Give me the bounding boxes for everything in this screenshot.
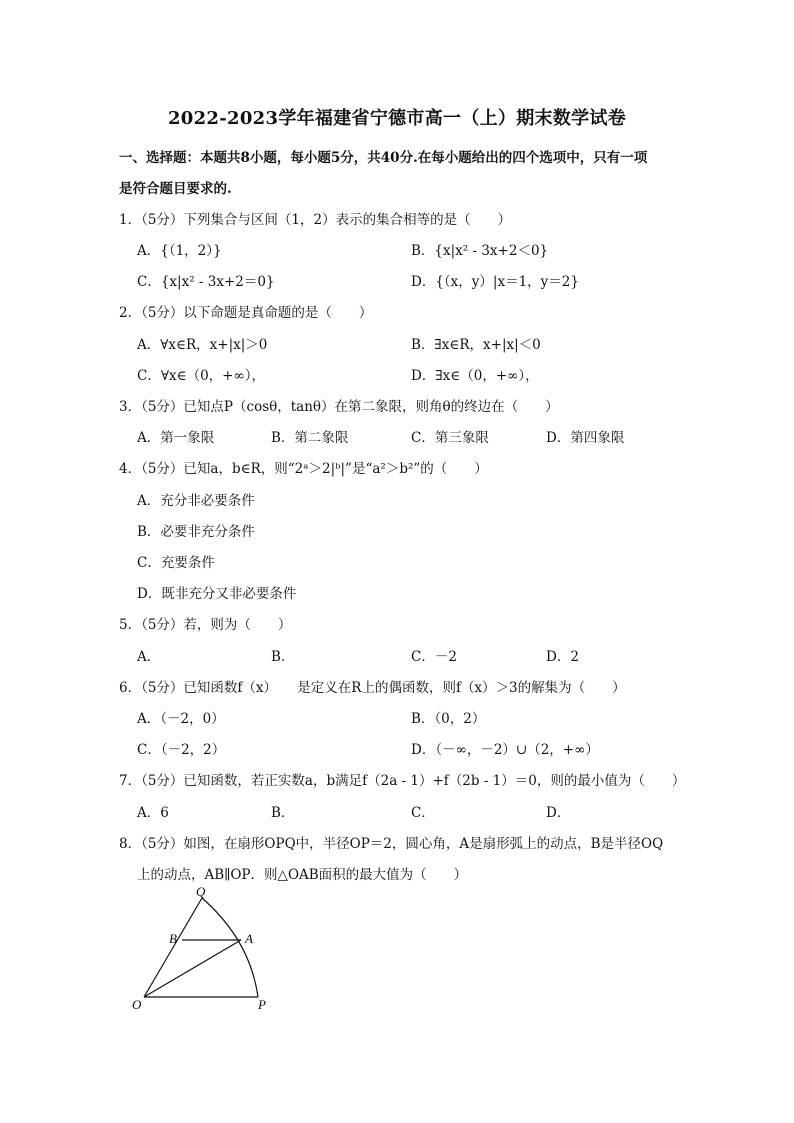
q1-option-b: B．{x|x² - 3x+2＜0}: [411, 243, 549, 259]
q6-option-c: C．（－2，2）: [137, 742, 226, 758]
q1-option-c: C．{x|x² - 3x+2＝0}: [137, 274, 275, 290]
q6-option-a: A．（－2，0）: [137, 711, 225, 727]
q4-option-c: C．充要条件: [137, 555, 215, 571]
q5-option-c: C．－2: [411, 649, 457, 665]
question-1-stem: 1．（5分）下列集合与区间（1，2）表示的集合相等的是（ ）: [119, 212, 512, 228]
question-8-stem-line2: 上的动点，AB∥OP．则△OAB面积的最大值为（ ）: [137, 867, 468, 883]
q2-option-c: C．∀x∈（0，+∞），: [137, 368, 265, 384]
q7-option-d: D．: [546, 805, 571, 821]
q4-option-b: B．必要非充分条件: [137, 524, 255, 540]
arc-qp: [202, 898, 258, 997]
question-7-stem: 7．（5分）已知函数，若正实数a，b满足f（2a - 1）+f（2b - 1）＝0，则的最小值为（ ）: [119, 773, 686, 789]
q1-option-d: D．{（x，y）|x＝1，y＝2}: [411, 274, 579, 290]
label-p: P: [258, 997, 266, 1012]
label-q: Q: [196, 885, 206, 899]
q3-option-c: C．第三象限: [411, 430, 489, 446]
q7-option-a: A．6: [137, 805, 169, 821]
q7-option-b: B．: [271, 805, 295, 821]
question-2-stem: 2．（5分）以下命题是真命题的是（ ）: [119, 305, 373, 321]
page-title: 2022-2023学年福建省宁德市高一（上）期末数学试卷: [167, 108, 627, 129]
q4-option-a: A．充分非必要条件: [137, 493, 255, 509]
section-heading-line2: 是符合题目要求的.: [119, 181, 232, 197]
sector-figure: [130, 885, 280, 1015]
q1-option-a: A．{（1，2）}: [137, 243, 222, 259]
label-a: A: [245, 931, 253, 946]
label-o: O: [132, 997, 142, 1012]
q3-option-b: B．第二象限: [271, 430, 349, 446]
q4-option-d: D．既非充分又非必要条件: [137, 586, 297, 602]
section-heading-line1: 一、选择题：本题共8小题，每小题5分，共40分.在每小题给出的四个选项中，只有一项: [119, 150, 648, 166]
label-b: B: [169, 931, 177, 946]
question-5-stem: 5．（5分）若，则为（ ）: [119, 617, 292, 633]
segment-oa: [144, 940, 241, 997]
q2-option-d: D．∃x∈（0，+∞），: [411, 368, 539, 384]
q5-option-d: D．2: [546, 649, 579, 665]
q6-option-b: B．（0，2）: [411, 711, 486, 727]
q3-option-a: A．第一象限: [137, 430, 215, 446]
q5-option-a: A．: [137, 649, 161, 665]
question-6-stem: 6．（5分）已知函数f（x） 是定义在R上的偶函数，则f（x）＞3的解集为（ ）: [119, 680, 626, 696]
q5-option-b: B．: [271, 649, 295, 665]
q7-option-c: C．: [411, 805, 435, 821]
q6-option-d: D．（－∞，－2）∪（2，+∞）: [411, 742, 599, 758]
q3-option-d: D．第四象限: [546, 430, 625, 446]
q2-option-a: A．∀x∈R，x+|x|＞0: [137, 337, 268, 353]
question-8-stem-line1: 8．（5分）如图，在扇形OPQ中，半径OP＝2，圆心角，A是扇形弧上的动点，B是半径OQ: [119, 836, 664, 852]
question-4-stem: 4．（5分）已知a，b∈R，则“2ᵃ＞2|ᵇ|”是“a²＞b²”的（ ）: [119, 461, 488, 477]
radius-oq: [144, 898, 202, 997]
question-3-stem: 3．（5分）已知点P（cosθ，tanθ）在第二象限，则角θ的终边在（ ）: [119, 399, 559, 415]
q2-option-b: B．∃x∈R，x+|x|＜0: [411, 337, 541, 353]
